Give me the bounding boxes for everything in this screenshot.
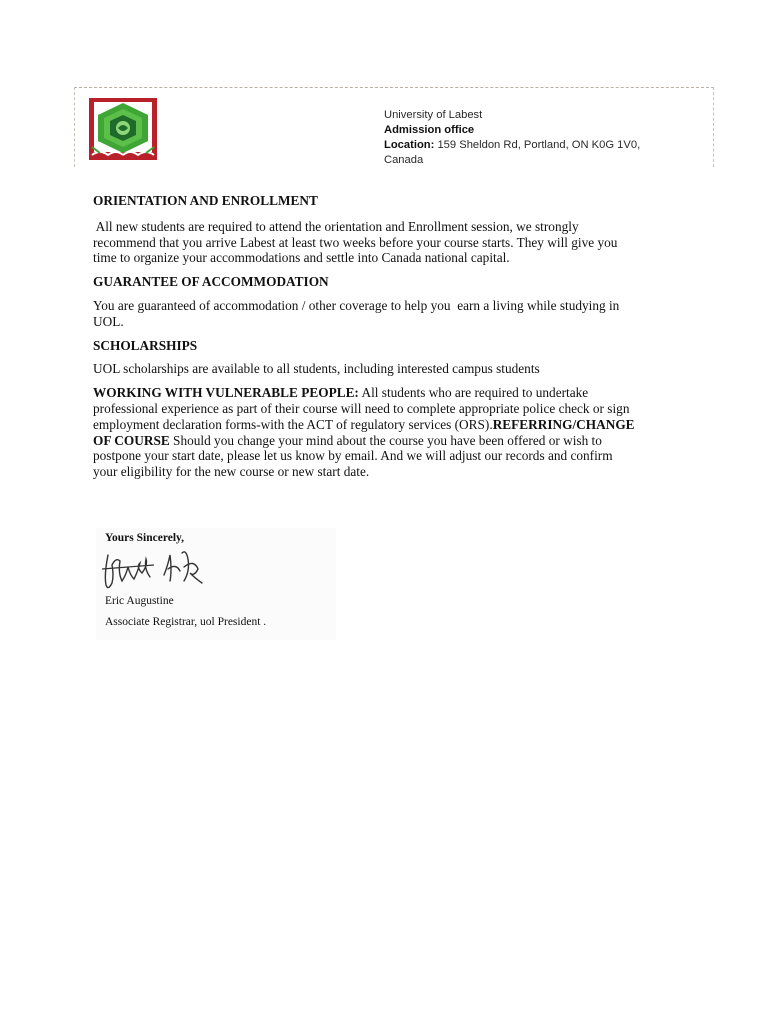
letter-body	[93, 193, 683, 480]
org-name: University of Labest	[384, 109, 483, 121]
heading-vulnerable: WORKING WITH VULNERABLE PEOPLE:	[93, 385, 359, 401]
scholarships-body: UOL scholarships are available to all students, including interested campus students	[93, 361, 540, 377]
heading-referring: REFERRING/CHANGE	[492, 416, 635, 432]
org-office: Admission office	[384, 124, 475, 136]
heading-accommodation: GUARANTEE OF ACCOMMODATION	[93, 274, 329, 290]
org-location-line1	[384, 138, 704, 153]
organization-address	[384, 108, 704, 168]
org-location-line2: Canada	[384, 154, 424, 166]
signer-name: Eric Augustine	[105, 595, 174, 607]
vulnerable-line-4-text: Should you change your mind about the course you have been offered or wish to	[169, 432, 602, 448]
closing-salutation: Yours Sincerely,	[105, 532, 185, 544]
heading-scholarships: SCHOLARSHIPS	[93, 337, 198, 353]
vulnerable-line-2: professional experience as part of their course will need to complete appropriate police check or sign	[93, 400, 630, 416]
handwritten-signature	[98, 545, 208, 593]
heading-of-course: OF COURSE	[93, 432, 170, 448]
accommodation-line-1: You are guaranteed of accommodation / other coverage to help you earn a living while studying in	[93, 297, 620, 313]
location-address: 159 Sheldon Rd, Portland, ON K0G 1V0,	[434, 139, 641, 151]
university-crest-icon	[88, 97, 158, 161]
orientation-line-2: recommend that you arrive Labest at least two weeks before your course starts. They will give you	[93, 234, 618, 250]
vulnerable-line-1	[93, 385, 683, 401]
vulnerable-line-1-text: All students who are required to undertake	[358, 385, 589, 401]
orientation-line-3: time to organize your accommodations and settle into Canada national capital.	[93, 250, 510, 266]
orientation-line-1: All new students are required to attend the orientation and Enrollment session, we strongly	[93, 218, 579, 234]
location-label: Location:	[384, 139, 435, 151]
vulnerable-line-3-text: employment declaration forms-with the ACT of regulatory services (ORS).	[93, 416, 493, 432]
vulnerable-line-5: postpone your start date, please let us know by email. And we will adjust our records and confirm	[93, 448, 613, 464]
signer-title: Associate Registrar, uol President .	[105, 616, 267, 628]
vulnerable-line-3	[93, 417, 683, 433]
vulnerable-line-6: your eligibility for the new course or new start date.	[93, 464, 370, 480]
heading-orientation: ORIENTATION AND ENROLLMENT	[93, 193, 318, 208]
accommodation-line-2: UOL.	[93, 313, 124, 329]
vulnerable-line-4	[93, 433, 683, 449]
